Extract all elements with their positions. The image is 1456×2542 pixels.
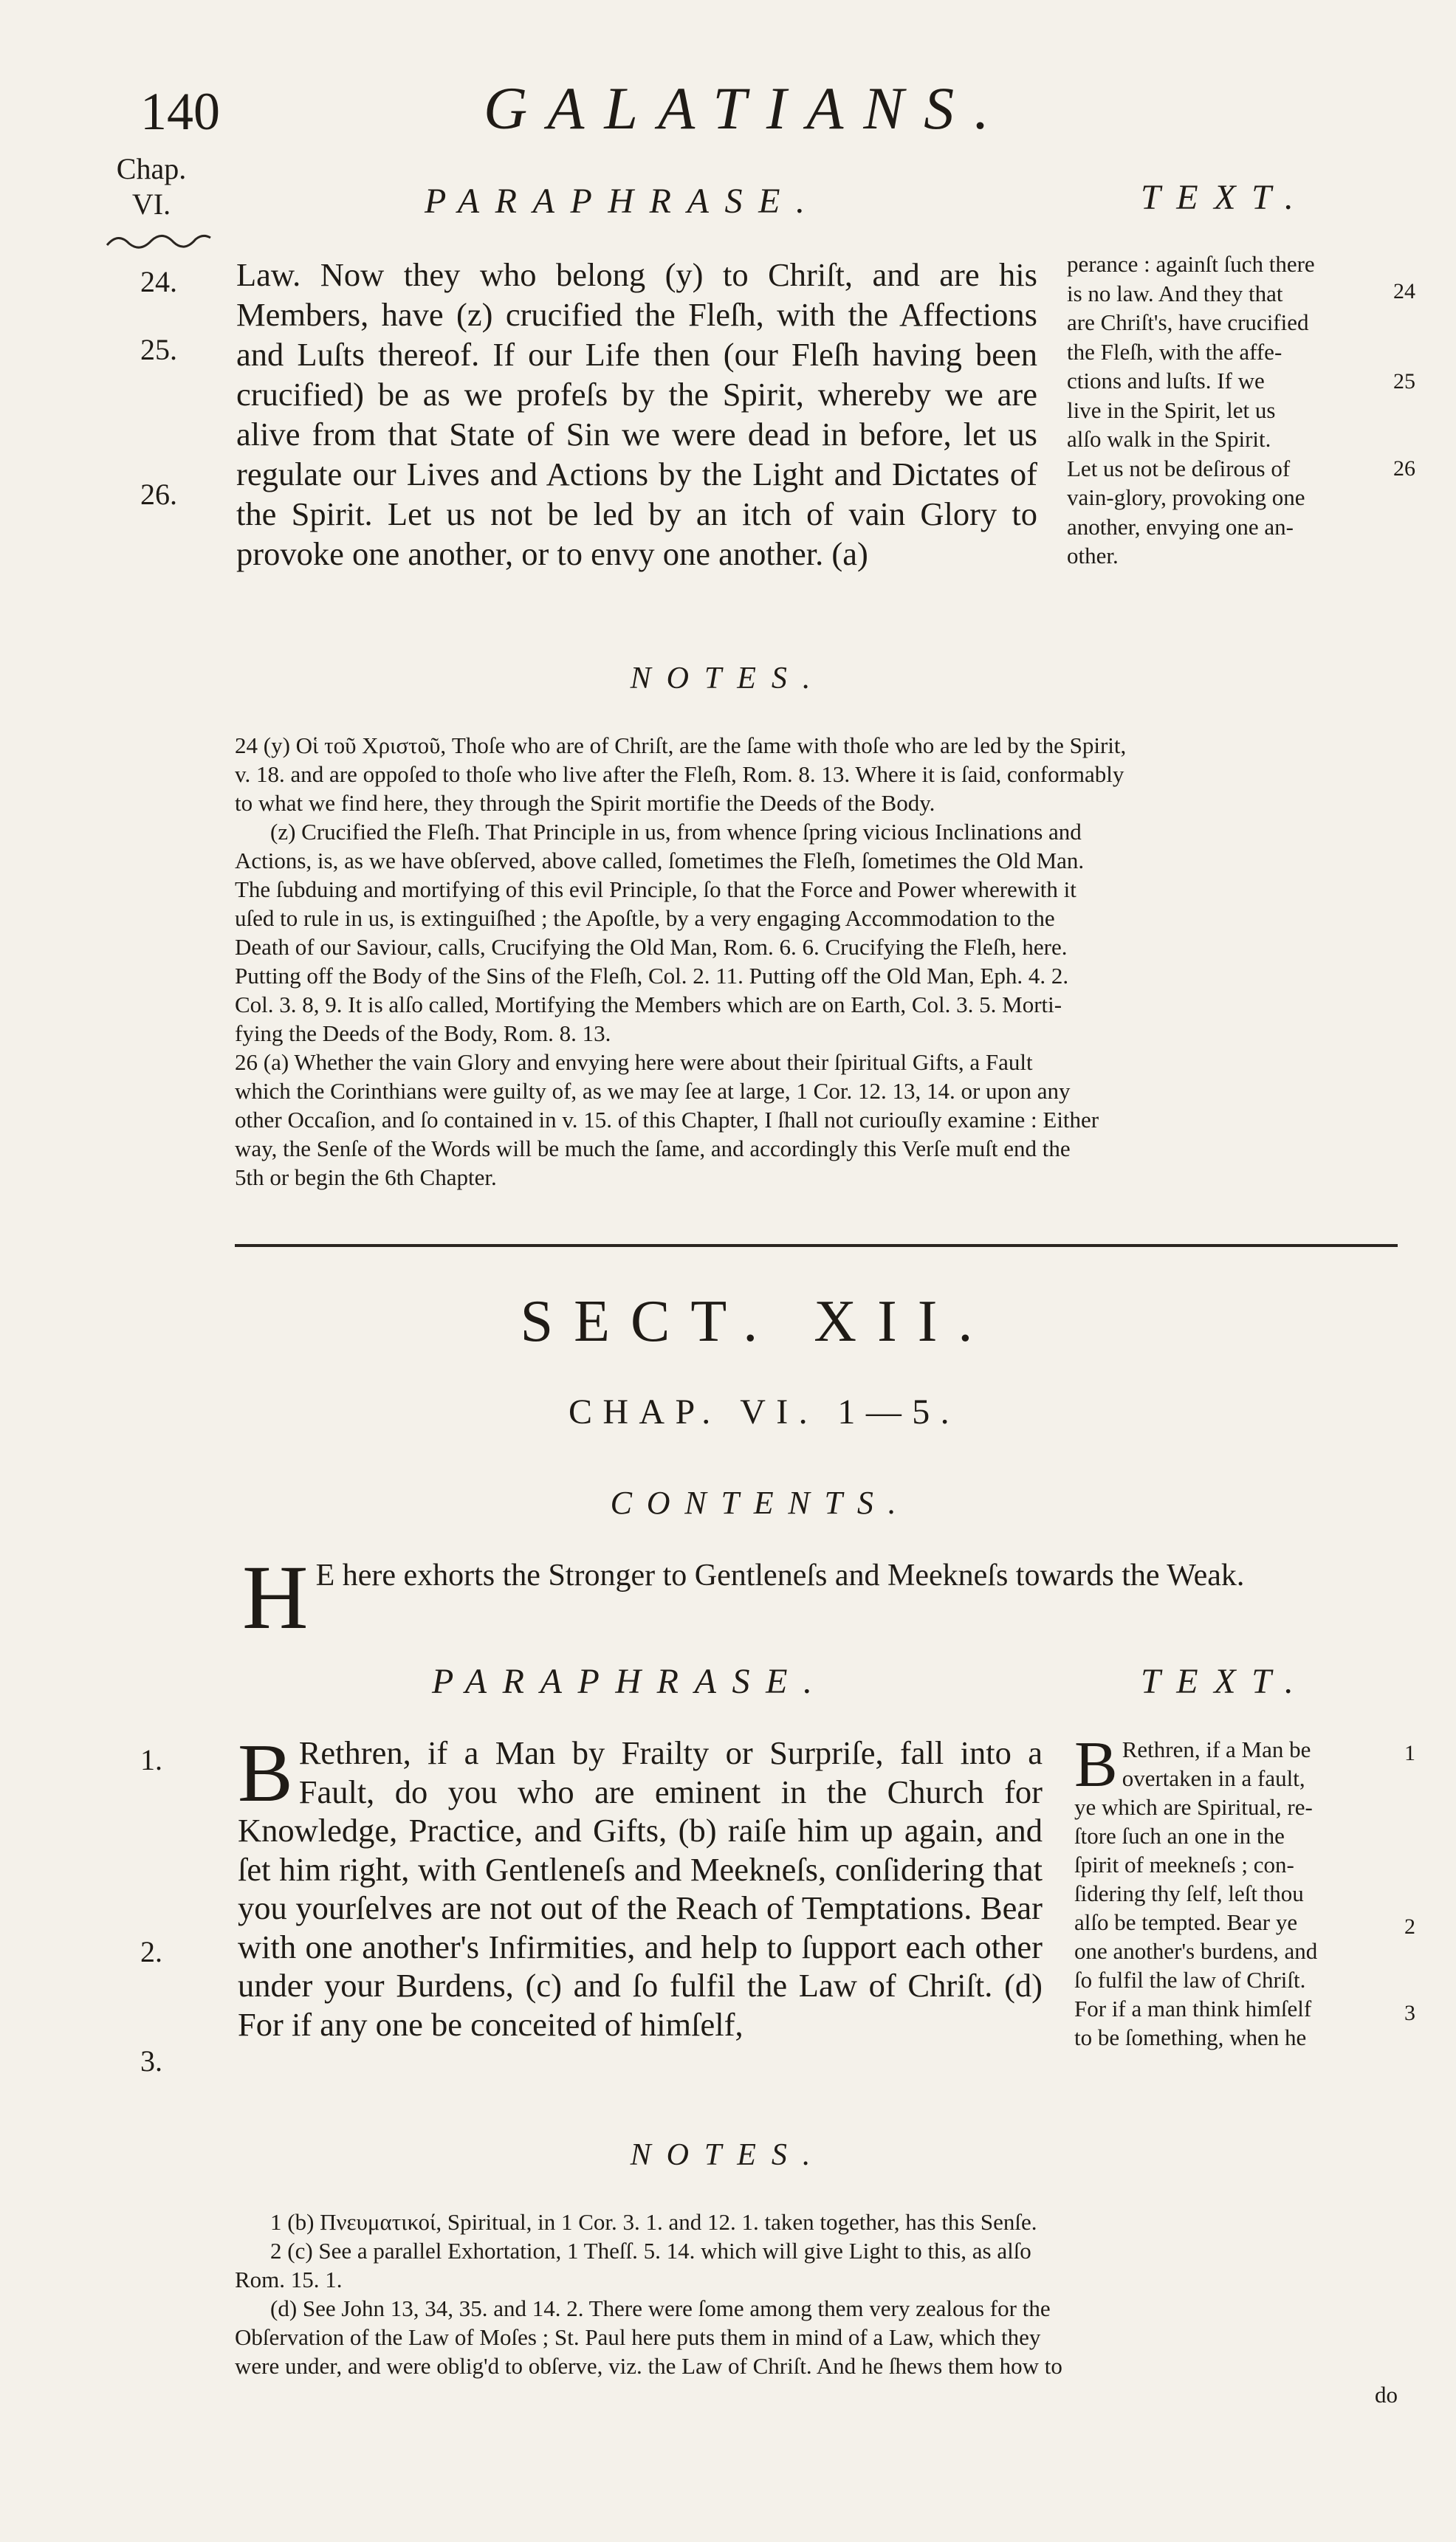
note-line: Col. 3. 8, 9. It is alſo called, Mortifying the Members which are on Earth, Col. 3. 5. Morti- (235, 992, 1062, 1017)
text-line: is no law. And they that (1067, 280, 1283, 306)
note-line: which the Corinthians were guilty of, as we may ſee at large, 1 Cor. 12. 13, 14. or upon any (235, 1078, 1071, 1104)
text-line: overtaken in a fault, (1122, 1765, 1305, 1791)
text-line: ſpirit of meekneſs ; con- (1074, 1852, 1294, 1878)
text-verse-number: 3 (1404, 2001, 1415, 2025)
note-line: other Occaſion, and ſo contained in v. 15. of this Chapter, I ſhall not curiouſly examine : Either (235, 1107, 1099, 1133)
margin-verse-number: 25. (140, 333, 177, 366)
scripture-text-column (1074, 1729, 1392, 2052)
text-verse-number: 26 (1393, 456, 1415, 481)
text-verse-number: 1 (1404, 1741, 1415, 1765)
note-line: Putting off the Body of the Sins of the Fleſh, Col. 2. 11. Putting off the Old Man, Eph. 4. 2. (235, 963, 1069, 989)
text-line: ſidering thy ſelf, leſt thou (1074, 1880, 1304, 1906)
text-line: Rethren, if a Man be (1122, 1737, 1311, 1762)
text-line: perance : againſt ſuch there (1067, 251, 1315, 277)
notes-heading: NOTES. (630, 2138, 826, 2172)
section-divider (235, 1244, 1398, 1247)
margin-verse-number: 1. (140, 1743, 162, 1776)
text-line: Let us not be deſirous of (1067, 455, 1291, 481)
paraphrase-body (236, 255, 1037, 574)
note-line: The ſubduing and mortifying of this evil Principle, ſo that the Force and Power wherewith it (235, 876, 1076, 902)
text-line: are Chriſt's, have crucified (1067, 309, 1309, 335)
note-line: to what we find here, they through the Spirit mortifie the Deeds of the Body. (235, 790, 935, 816)
margin-verse-number: 24. (140, 265, 177, 298)
note-line: Death of our Saviour, calls, Crucifying the Old Man, Rom. 6. 6. Crucifying the Fleſh, here. (235, 934, 1068, 960)
scripture-text-column (1067, 250, 1392, 571)
paraphrase-paragraph: Rethren, if a Man by Frailty or Surpriſe, fall into a Fault, do you who are eminent in the Church for Knowledge, Practice, and Gifts, (b) raiſe him up again, and ſet him right, with Gentleneſs and Meekneſs, conſidering that you yourſelves are not out of the Reach of Temptations. Bear with one another's Infirmities, and help to ſupport each other under your Burdens, (c) and ſo fulfil the Law of Chriſt. (d) For if any one be conceited of himſelf, (238, 1734, 1043, 2043)
paraphrase-column-heading: PARAPHRASE. (432, 1662, 828, 1701)
dropcap-letter: B (238, 1728, 293, 1819)
note-line: Rom. 15. 1. (235, 2267, 343, 2292)
note-line: (z) Crucified the Fleſh. That Principle in us, from whence ſpring vicious Inclinations and (270, 819, 1082, 845)
text-line: For if a man think himſelf (1074, 1996, 1312, 2021)
text-line: other. (1067, 543, 1119, 568)
text-line: ſtore ſuch an one in the (1074, 1823, 1285, 1849)
note-line: fying the Deeds of the Body, Rom. 8. 13. (235, 1020, 611, 1046)
chapter-label-number: VI. (131, 188, 171, 221)
note-line: 24 (y) Οἱ τοῦ Χριστοῦ, Thoſe who are of Chriſt, are the ſame with thoſe who are led by the Spirit, (235, 732, 1127, 758)
note-line: 5th or begin the 6th Chapter. (235, 1164, 497, 1190)
text-column-heading: TEXT. (1141, 178, 1310, 217)
paraphrase-body (238, 1728, 1043, 2044)
note-line: 2 (c) See a parallel Exhortation, 1 Theſſ. 5. 14. which will give Light to this, as alſo (270, 2238, 1031, 2264)
text-line: alſo walk in the Spirit. (1067, 426, 1271, 452)
chapter-label (111, 151, 192, 222)
text-line: ye which are Spiritual, re- (1074, 1794, 1313, 1820)
text-verse-number: 25 (1393, 369, 1415, 394)
catchword: do (1375, 2382, 1398, 2408)
running-title: GALATIANS. (484, 75, 1009, 142)
paraphrase-column-heading: PARAPHRASE. (425, 182, 821, 221)
text-line: to be ſomething, when he (1074, 2024, 1307, 2050)
notes-body (235, 731, 1398, 1192)
text-line: another, envying one an- (1067, 513, 1294, 540)
dropcap-letter: B (1074, 1729, 1118, 1801)
paraphrase-paragraph: Law. Now they who belong (y) to Chriſt, and are his Members, have (z) crucified the Fleſh, with the Affections and Luſts thereof. If our Life then (our Fleſh having been crucified) be as we profeſs by the Spirit, whereby we are alive from that State of Sin we were dead in before, let us regulate our Lives and Actions by the Light and Dictates of the Spirit. Let us not be led by an itch of vain Glory to provoke one another, or to envy one another. (a) (236, 256, 1037, 572)
note-line: Actions, is, as we have obſerved, above called, ſometimes the Fleſh, ſometimes the Old Man. (235, 848, 1085, 873)
section-title: SECT. XII. (520, 1289, 994, 1354)
margin-verse-number: 2. (140, 1935, 162, 1968)
note-line: uſed to rule in us, is extinguiſhed ; the Apoſtle, by a very engaging Accommodation to the (235, 905, 1055, 931)
chapter-range: CHAP. VI. 1—5. (568, 1392, 961, 1432)
text-verse-number: 2 (1404, 1914, 1415, 1939)
note-line: (d) See John 13, 34, 35. and 14. 2. There were ſome among them very zealous for the (270, 2295, 1051, 2321)
dropcap-letter: H (242, 1547, 309, 1648)
notes-body (235, 2208, 1398, 2409)
note-line: were under, and were oblig'd to obſerve, viz. the Law of Chriſt. And he ſhews them how to (235, 2353, 1062, 2379)
text-line: vain-glory, provoking one (1067, 484, 1305, 510)
text-line: alſo be tempted. Bear ye (1074, 1909, 1298, 1935)
note-line: v. 18. and are oppoſed to thoſe who live after the Fleſh, Rom. 8. 13. Where it is ſaid, conformably (235, 761, 1124, 787)
text-line: live in the Spirit, let us (1067, 396, 1276, 423)
page-number: 140 (140, 82, 220, 141)
contents-heading: CONTENTS. (610, 1485, 911, 1521)
note-line: 1 (b) Πνευματικοί, Spiritual, in 1 Cor. 3. 1. and 12. 1. taken together, has this Senſe. (270, 2209, 1037, 2235)
text-line: the Fleſh, with the affe- (1067, 338, 1282, 365)
margin-verse-number: 3. (140, 2044, 162, 2078)
notes-heading: NOTES. (630, 662, 826, 695)
contents-summary (242, 1547, 1394, 1648)
note-line: Obſervation of the Law of Moſes ; St. Paul here puts them in mind of a Law, which they (235, 2324, 1041, 2350)
note-line: way, the Senſe of the Words will be much the ſame, and accordingly this Verſe muſt end the (235, 1136, 1071, 1161)
text-column-heading: TEXT. (1141, 1662, 1310, 1701)
ornament-flourish-icon (103, 230, 214, 253)
text-verse-number: 24 (1393, 279, 1415, 303)
contents-summary-text: E here exhorts the Stronger to Gentleneſs and Meekneſs towards the Weak. (315, 1559, 1245, 1593)
margin-verse-number: 26. (140, 478, 177, 511)
note-line: 26 (a) Whether the vain Glory and envying here were about their ſpiritual Gifts, a Fault (235, 1049, 1033, 1075)
text-line: ſo fulfil the law of Chriſt. (1074, 1967, 1306, 1993)
text-line: one another's burdens, and (1074, 1938, 1318, 1964)
text-line: ctions and luſts. If we (1067, 368, 1265, 394)
chapter-label-word: Chap. (116, 152, 187, 185)
